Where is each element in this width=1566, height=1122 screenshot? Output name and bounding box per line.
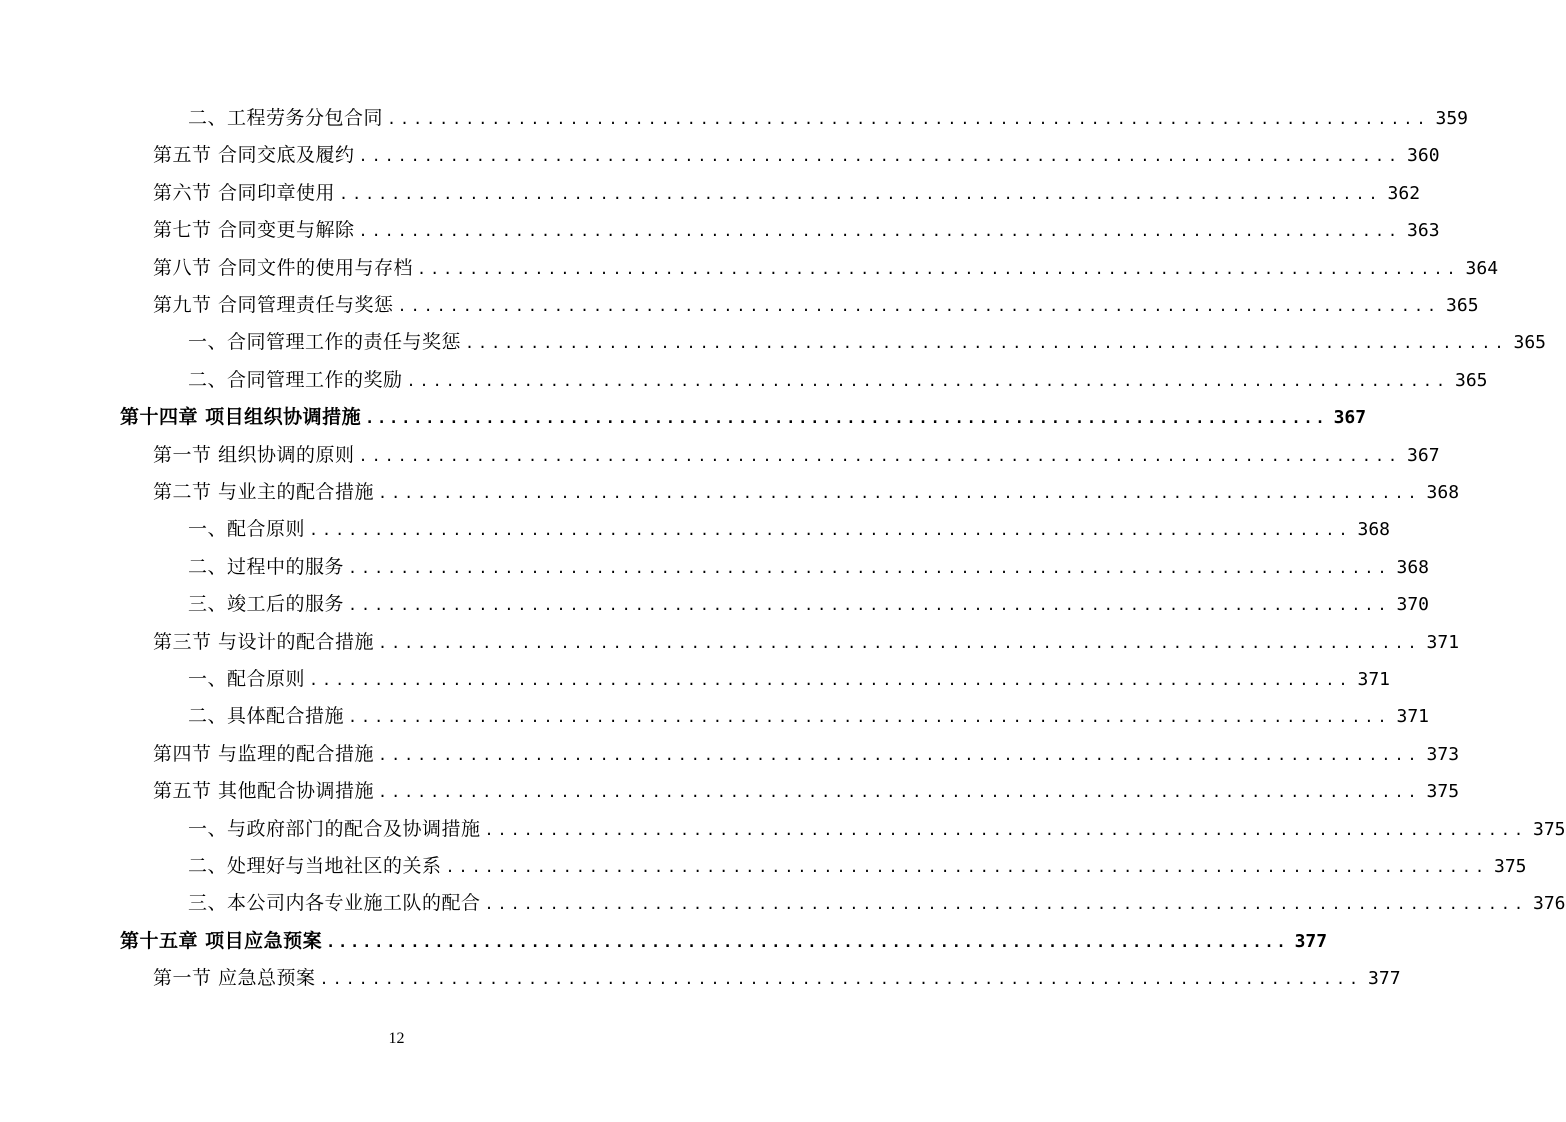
toc-entry-title: 第五节 合同交底及履约	[153, 144, 355, 166]
toc-leader-dots: ................................................................................	[309, 671, 1352, 689]
toc-entry-page: 363	[1407, 220, 1440, 241]
toc-entry-title: 一、合同管理工作的责任与奖惩	[188, 331, 462, 353]
toc-entry-page: 371	[1396, 706, 1429, 727]
toc-entry-title: 第一节 组织协调的原则	[153, 444, 355, 466]
toc-entry-page: 362	[1387, 183, 1421, 204]
toc-entry-page: 376	[1532, 893, 1566, 914]
toc-entry-title: 一、配合原则	[188, 518, 306, 540]
toc-leader-dots: ................................................................................	[358, 147, 1402, 165]
toc-entry-page: 365	[1513, 332, 1546, 353]
toc-leader-dots: ................................................................................	[309, 521, 1352, 539]
toc-entry-page: 367	[1407, 445, 1440, 466]
toc-section-entry	[153, 437, 1440, 474]
toc-leader-dots: ................................................................................	[406, 372, 1449, 390]
toc-entry-title: 第四节 与监理的配合措施	[153, 743, 375, 765]
toc-entry-page: 368	[1357, 519, 1390, 540]
toc-entry-page: 375	[1426, 781, 1460, 802]
toc-leader-dots: ................................................................................	[417, 260, 1460, 278]
toc-section-entry	[153, 474, 1460, 511]
toc-leader-dots: ................................................................................	[465, 334, 1508, 352]
toc-entry-title: 三、本公司内各专业施工队的配合	[188, 892, 481, 914]
toc-leader-dots: ................................................................................	[348, 708, 1391, 726]
toc-entry-page: 365	[1454, 370, 1488, 391]
toc-leader-dots: ................................................................................	[348, 596, 1391, 614]
toc-chapter-entry	[120, 399, 1367, 436]
toc-entry-title: 第五节 其他配合协调措施	[153, 780, 375, 802]
toc-entry-page: 360	[1407, 145, 1440, 166]
toc-chapter-entry	[120, 923, 1328, 960]
toc-entry-page: 373	[1426, 744, 1460, 765]
toc-entry-page: 375	[1532, 819, 1566, 840]
toc-subsection-entry	[188, 100, 1468, 137]
toc-entry-page: 375	[1493, 856, 1527, 877]
toc-entry-page: 364	[1465, 258, 1499, 279]
toc-section-entry	[153, 212, 1440, 249]
toc-leader-dots: ................................................................................	[397, 297, 1441, 315]
toc-section-entry	[153, 287, 1479, 324]
toc-leader-dots: ................................................................................	[319, 970, 1363, 988]
toc-leader-dots: ................................................................................	[445, 858, 1488, 876]
toc-subsection-entry	[188, 549, 1429, 586]
toc-entry-title: 二、过程中的服务	[188, 556, 345, 578]
toc-section-entry	[153, 624, 1460, 661]
toc-section-entry	[153, 736, 1460, 773]
toc-entry-page: 371	[1357, 669, 1390, 690]
toc-leader-dots: ................................................................................	[365, 409, 1328, 427]
toc-entry-title: 一、与政府部门的配合及协调措施	[188, 818, 481, 840]
toc-leader-dots: ................................................................................	[378, 634, 1421, 652]
toc-entry-title: 第一节 应急总预案	[153, 967, 316, 989]
toc-subsection-entry	[188, 885, 1566, 922]
page-number: 12	[388, 1030, 405, 1047]
toc-section-entry	[153, 773, 1460, 810]
toc-entry-title: 第九节 合同管理责任与奖惩	[153, 294, 394, 316]
toc-entry-title: 第二节 与业主的配合措施	[153, 481, 375, 503]
toc-section-entry	[153, 175, 1421, 212]
toc-leader-dots: ................................................................................	[348, 559, 1391, 577]
toc-entry-page: 368	[1396, 557, 1429, 578]
toc-entry-title: 一、配合原则	[188, 668, 306, 690]
toc-entry-page: 368	[1426, 482, 1460, 503]
toc-leader-dots: ................................................................................	[358, 447, 1402, 465]
toc-entry-page: 365	[1446, 295, 1479, 316]
toc-entry-title: 三、竣工后的服务	[188, 593, 345, 615]
toc-entry-title: 二、合同管理工作的奖励	[188, 369, 403, 391]
toc-subsection-entry	[188, 586, 1429, 623]
toc-entry-title: 二、具体配合措施	[188, 705, 345, 727]
toc-entry-title: 第三节 与设计的配合措施	[153, 631, 375, 653]
toc-entry-title: 二、工程劳务分包合同	[188, 107, 384, 129]
toc-section-entry	[153, 960, 1401, 997]
toc-entry-title: 第六节 合同印章使用	[153, 182, 336, 204]
toc-subsection-entry	[188, 848, 1527, 885]
toc-entry-title: 第十五章 项目应急预案	[120, 930, 323, 952]
toc-subsection-entry	[188, 698, 1429, 735]
toc-leader-dots: ................................................................................	[484, 895, 1527, 913]
toc-entry-page: 370	[1396, 594, 1429, 615]
toc-subsection-entry	[188, 811, 1566, 848]
toc-entry-title: 二、处理好与当地社区的关系	[188, 855, 442, 877]
toc-section-entry	[153, 250, 1499, 287]
toc-section-entry	[153, 137, 1440, 174]
toc-leader-dots: ................................................................................	[378, 746, 1421, 764]
toc-subsection-entry	[188, 661, 1390, 698]
toc-entry-page: 377	[1294, 931, 1328, 952]
toc-entry-title: 第七节 合同变更与解除	[153, 219, 355, 241]
toc-leader-dots: ................................................................................	[387, 110, 1430, 128]
toc-entry-title: 第十四章 项目组织协调措施	[120, 406, 362, 428]
toc-entry-title: 第八节 合同文件的使用与存档	[153, 257, 414, 279]
toc-subsection-entry	[188, 362, 1488, 399]
toc-entry-page: 359	[1435, 108, 1468, 129]
toc-leader-dots: ................................................................................	[358, 222, 1402, 240]
toc-subsection-entry	[188, 324, 1546, 361]
toc-leader-dots: ................................................................................	[378, 484, 1421, 502]
toc-subsection-entry	[188, 511, 1390, 548]
toc-leader-dots: ................................................................................	[326, 933, 1289, 951]
toc-entry-page: 377	[1368, 968, 1401, 989]
toc-entry-page: 367	[1333, 407, 1367, 428]
toc-leader-dots: ................................................................................	[484, 821, 1527, 839]
toc-leader-dots: ................................................................................	[378, 783, 1421, 801]
toc-leader-dots: ................................................................................	[339, 185, 1382, 203]
toc-entry-page: 371	[1426, 632, 1460, 653]
